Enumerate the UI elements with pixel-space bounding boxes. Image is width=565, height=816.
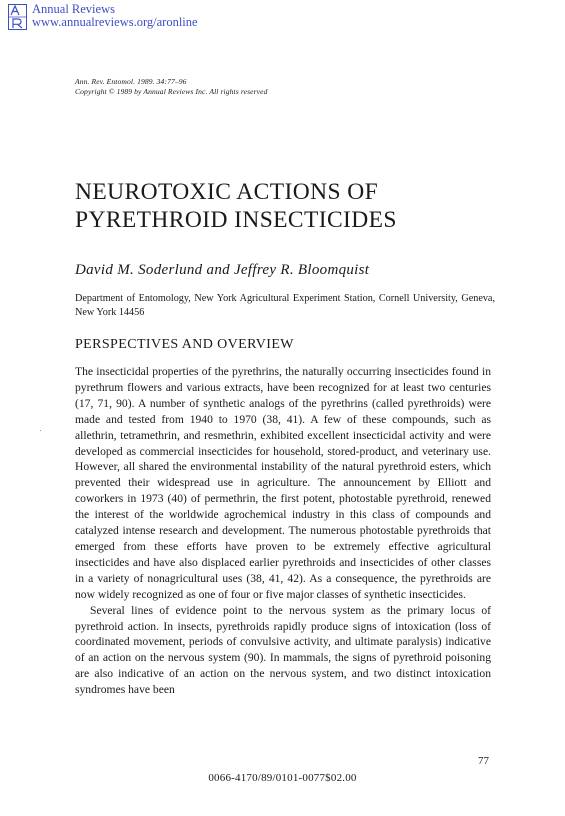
article-title-line-2: PYRETHROID INSECTICIDES bbox=[75, 207, 397, 233]
annual-reviews-banner bbox=[8, 3, 198, 30]
article-body bbox=[75, 364, 491, 698]
article-title-line-1: NEUROTOXIC ACTIONS OF bbox=[75, 179, 379, 205]
article-authors: David M. Soderlund and Jeffrey R. Bloomquist bbox=[75, 262, 370, 278]
body-paragraph-1: The insecticidal properties of the pyrethrins, the naturally occurring insecticides found in pyrethrum flowers and various extracts, have been recognized for at least two centuries (17, 71, 90). A number of synthetic analogs of the pyrethrins (called pyrethroids) were made and tested from 1940 to 1970 (38, 41). A few of these compounds, such as allethrin, tetramethrin, and resmethrin, exhibited excellent insecticidal activity and were developed as commercial insecticides for household, stored-product, and veterinary use. However, all shared the environmental instability of the natural pyrethroid esters, which prevented their widespread use in agriculture. The announcement by Elliott and coworkers in 1973 (40) of permethrin, the first potent, photostable pyrethroid, renewed the interest of the worldwide agrochemical industry in this class of compounds and catalyzed intense research and development. The numerous photostable pyrethroids that emerged from these efforts have proven to be extremely effective agricultural insecticides and have also displaced earlier pyrethroids and insecticides of other classes in a variety of nonagricultural uses (38, 41, 42). As a consequence, the pyrethroids are now widely recognized as one of four or five major classes of synthetic insecticides. bbox=[75, 365, 491, 601]
copyright-line: Copyright © 1989 by Annual Reviews Inc. All rights reserved bbox=[75, 87, 268, 96]
page-number: 77 bbox=[478, 755, 489, 767]
annual-reviews-logo-icon bbox=[8, 4, 27, 30]
banner-text bbox=[32, 3, 198, 28]
article-title bbox=[75, 178, 397, 234]
body-paragraph-2: Several lines of evidence point to the nervous system as the primary locus of pyrethroid action. In insects, pyrethroids rapidly produce signs of intoxication (loss of coordinated movement, periods of convulsive activity, and ultimate paralysis) indicative of an action on the nervous system (90). In mammals, the signs of pyrethroid poisoning are also indicative of an action on the nervous system, and two distinct intoxication syndromes have been bbox=[75, 603, 491, 697]
scan-speck bbox=[40, 430, 41, 431]
section-heading: PERSPECTIVES AND OVERVIEW bbox=[75, 337, 294, 352]
article-code-footer: 0066-4170/89/0101-0077$02.00 bbox=[208, 772, 357, 784]
journal-citation: Ann. Rev. Entomol. 1989. 34:77–96 bbox=[75, 77, 187, 86]
author-affiliation: Department of Entomology, New York Agricultural Experiment Station, Cornell University, Geneva, New York 14456 bbox=[75, 293, 495, 318]
aronline-url-link[interactable]: www.annualreviews.org/aronline bbox=[32, 14, 198, 29]
citation-block bbox=[75, 77, 268, 97]
annual-reviews-link[interactable]: Annual Reviews bbox=[32, 2, 115, 16]
